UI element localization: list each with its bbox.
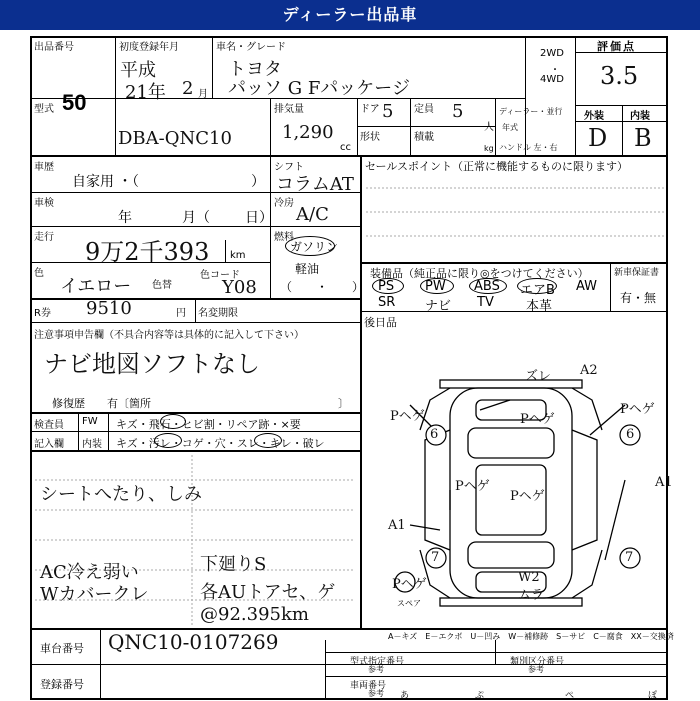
check-row2: キズ・汚レ・コゲ・穴・スレ・キレ・破レ <box>116 437 325 450</box>
chassis-value: QNC10-0107269 <box>108 630 279 654</box>
equip-pw: PW <box>425 279 446 294</box>
diagram-label-6l: 6 <box>430 427 439 442</box>
fuel-label: 燃料 <box>274 232 294 243</box>
divider <box>30 412 360 414</box>
divider <box>360 311 668 312</box>
divider <box>325 676 668 677</box>
doors-label: ドア <box>360 104 380 115</box>
divider <box>325 640 326 700</box>
capacity-label: 定員 <box>414 104 434 115</box>
circle-mark <box>254 433 282 448</box>
displacement-value: 1,290 <box>282 122 334 143</box>
first-reg-label: 初度登録年月 <box>119 42 179 53</box>
type-value: DBA-QNC10 <box>118 128 232 149</box>
lid-label: 後日品 <box>364 316 397 329</box>
fuel-gas: ガソリン <box>290 240 339 254</box>
divider <box>225 240 226 262</box>
color-value: イエロー <box>60 276 132 297</box>
drive-2wd: 2WD <box>540 48 564 59</box>
diagram-label-p6: Pヘゲ <box>392 577 427 592</box>
circle-mark <box>160 414 186 429</box>
exterior-label: 外装 <box>584 111 604 122</box>
load-unit: kg <box>484 144 494 153</box>
mileage-value: 9万2千393 <box>85 238 210 266</box>
comment-2: AC冷え弱い <box>40 562 139 583</box>
equip-circle <box>517 278 557 294</box>
inspection-year: 年 <box>118 210 132 226</box>
equip-aw: AW <box>576 279 598 294</box>
divider <box>78 412 79 450</box>
lot-number: 50 <box>62 90 87 115</box>
ac-label: 冷房 <box>274 198 294 209</box>
drive-4wd: 4WD <box>540 74 564 85</box>
ac-value: A/C <box>296 204 329 225</box>
name-change-label: 名変期限 <box>198 308 238 319</box>
divider <box>108 412 109 450</box>
score-value: 3.5 <box>600 62 639 90</box>
handle-label: ハンドル 左・右 <box>499 143 558 152</box>
model-name: トヨタ <box>228 59 282 80</box>
divider <box>622 105 623 155</box>
divider <box>575 121 668 122</box>
divider <box>575 36 576 155</box>
diagram-label-a2: A2 <box>580 363 598 378</box>
model-label: 車名・グレード <box>216 42 286 53</box>
recycle-unit: 円 <box>176 308 186 319</box>
plate-ref: 参考 <box>368 689 384 698</box>
approval-label: 型式指定番号 <box>350 657 405 667</box>
equip-circle <box>469 278 507 294</box>
plate-char-2: ぷ <box>475 691 485 701</box>
page-banner: ディーラー出品車 <box>0 0 700 30</box>
diagram-label-spare: スペア <box>397 599 421 608</box>
check-row1: キズ・飛石・ヒビ割・リペア跡・×要 <box>116 418 301 431</box>
color-code-label: 色コード <box>200 270 240 281</box>
divider <box>100 628 101 700</box>
first-reg-year: 21年 <box>125 82 166 103</box>
load-label: 積載 <box>414 132 434 143</box>
divider <box>325 652 668 653</box>
check-label-2: 記入欄 <box>34 439 64 450</box>
classify-ref: 参考 <box>528 665 544 674</box>
diagram-label-6r: 6 <box>626 427 635 442</box>
divider <box>30 664 668 665</box>
divider <box>270 98 271 155</box>
history-value: 自家用 <box>72 174 114 190</box>
equip-abs: ABS <box>474 279 500 294</box>
divider <box>195 298 196 322</box>
diagram-label-a1l: A1 <box>388 518 406 533</box>
chassis-label: 車台番号 <box>40 642 84 655</box>
equip-navi: ナビ <box>425 299 452 314</box>
color-change-label: 色替 <box>152 280 172 291</box>
legend: A－キズ E－エクボ U－凹み W－補修跡 S－サビ C－腐食 XX－交換済 <box>388 632 674 641</box>
first-reg-month-unit: 月 <box>198 89 208 100</box>
capacity-value: 5 <box>452 101 464 122</box>
comment-1: シートへたり、しみ <box>40 484 202 505</box>
plate-label: 車両番号 <box>350 681 387 691</box>
inspection-label: 車検 <box>34 198 54 209</box>
score-label: 評価点 <box>597 40 636 53</box>
shape-label: 形状 <box>360 132 380 143</box>
sales-point-lines <box>362 168 668 260</box>
model-grade: パッソ G Fパッケージ <box>228 78 410 99</box>
repair-close: 〕 <box>338 397 349 410</box>
divider <box>495 98 496 155</box>
classify-label: 類別区分番号 <box>510 657 565 667</box>
diagram-label-7r: 7 <box>625 550 634 565</box>
equip-circle <box>372 278 404 294</box>
equipment-label: 装備品（純正品に限り◎をつけてください） <box>370 267 589 280</box>
divider <box>30 322 360 323</box>
divider <box>360 262 668 264</box>
first-reg-era: 平成 <box>120 60 156 81</box>
drive-dot: ・ <box>550 65 560 76</box>
divider <box>357 126 495 127</box>
equip-tv: TV <box>477 295 494 310</box>
color-code-value: Y08 <box>222 277 257 298</box>
check-label-1: 検査員 <box>34 420 64 431</box>
capacity-unit: 人 <box>484 122 494 133</box>
check-row1-head: FW <box>82 416 98 427</box>
reg-label: 登録番号 <box>40 678 84 691</box>
warranty-value: 有・無 <box>620 291 657 305</box>
lot-label: 出品番号 <box>34 42 74 53</box>
divider <box>495 640 496 664</box>
circle-mark <box>154 433 182 448</box>
divider <box>212 36 213 98</box>
fuel-other: （ ・ ） <box>280 280 365 294</box>
exterior-value: D <box>588 124 608 152</box>
diagram-label-p2: Pヘゲ <box>520 412 555 427</box>
inspection-month: 月（ <box>182 210 210 226</box>
color-label: 色 <box>34 268 44 279</box>
history-suffix: ・（ ） <box>118 174 265 190</box>
comment-right-2: 各AUトアセ、ゲ <box>200 582 336 603</box>
repair-label: 修復歴 有〔箇所 <box>52 397 151 410</box>
mileage-unit: km <box>230 250 246 261</box>
plate-char-4: ぽ <box>648 691 658 701</box>
displacement-label: 排気量 <box>274 104 304 115</box>
displacement-unit: cc <box>340 142 351 153</box>
check-row2-head: 内装 <box>82 439 102 450</box>
fuel-diesel: 軽油 <box>295 262 320 276</box>
comment-right-3: @92.395km <box>200 604 309 625</box>
comment-right-1: 下廻りS <box>200 554 267 575</box>
notes-value: ナビ地図ソフトなし <box>44 350 260 378</box>
sales-point-label: セールスポイント（正常に機能するものに限ります） <box>365 160 629 173</box>
approval-ref: 参考 <box>368 665 384 674</box>
warranty-label: 新車保証書 <box>614 268 660 278</box>
diagram-label-p4: Pヘゲ <box>455 479 490 494</box>
equip-airbag: エアB <box>520 283 555 298</box>
diagram-label-p1: Pヘゲ <box>390 409 425 424</box>
recycle-label: R券 <box>34 308 51 319</box>
dealer-year-label: 年式 <box>502 123 518 132</box>
recycle-value: 9510 <box>86 298 132 319</box>
divider <box>610 262 611 311</box>
diagram-label-p3: Pヘゲ <box>620 402 655 417</box>
divider <box>115 36 116 155</box>
interior-value: B <box>634 124 652 152</box>
equip-sr: SR <box>378 295 396 310</box>
diagram-label-p5: Pヘゲ <box>510 489 545 504</box>
diagram-label-w2: W2 <box>518 570 540 585</box>
dealer-label: ディーラー・並行 <box>499 107 563 116</box>
inspection-day: 日） <box>245 210 273 226</box>
diagram-label-mura: ムラ <box>518 588 545 603</box>
shift-value: コラムAT <box>276 174 354 195</box>
doors-value: 5 <box>382 101 394 122</box>
equip-leather: 本革 <box>526 299 553 314</box>
notes-label: 注意事項申告欄（不具合内容等は具体的に記入して下さい） <box>34 330 304 341</box>
diagram-label-a1r: A1 <box>655 475 673 490</box>
plate-char-3: ぺ <box>565 691 575 701</box>
first-reg-month: 2 <box>182 78 194 99</box>
equip-ps: PS <box>378 279 395 294</box>
divider <box>525 36 526 155</box>
interior-label: 内装 <box>630 111 650 122</box>
history-label: 車歴 <box>34 162 54 173</box>
divider <box>30 155 668 157</box>
mileage-label: 走行 <box>34 232 54 243</box>
shift-label: シフト <box>274 162 304 173</box>
plate-char-1: あ <box>400 691 410 701</box>
equip-circle <box>420 278 454 294</box>
comment-3: Wカバークレ <box>40 584 149 605</box>
type-label: 型式 <box>34 104 54 115</box>
diagram-label-7l: 7 <box>431 550 440 565</box>
diagram-label-zure: ズレ <box>525 369 552 384</box>
